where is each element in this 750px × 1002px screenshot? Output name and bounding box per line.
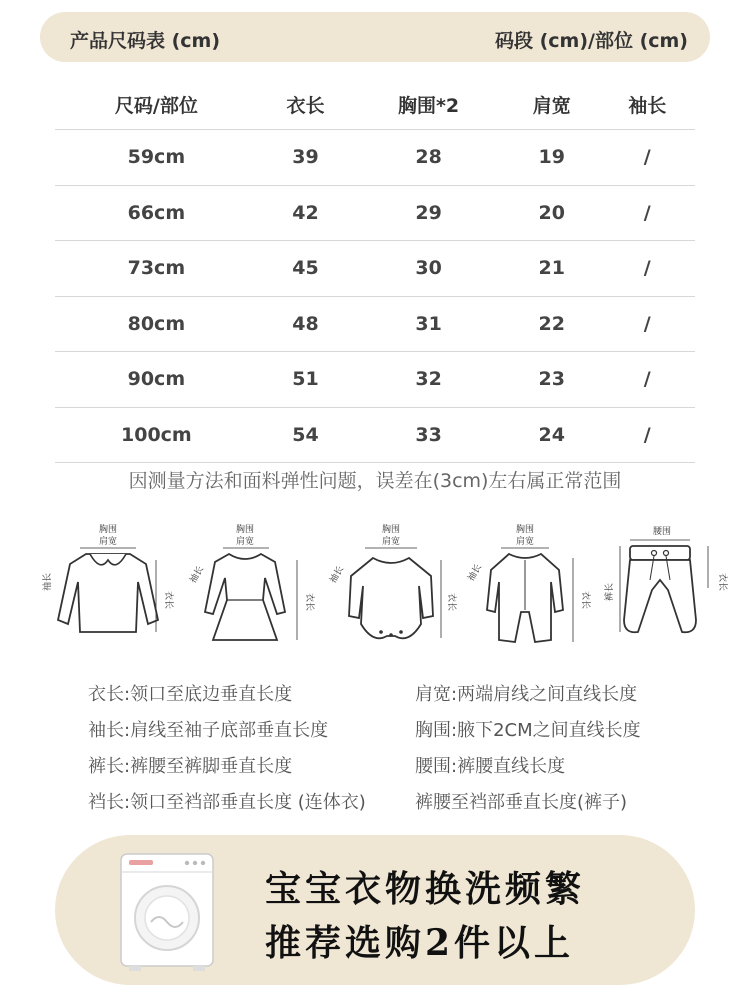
table-cell: 73cm bbox=[55, 241, 258, 297]
header-pill bbox=[40, 12, 710, 62]
definition-rise: 裤腰至裆部垂直长度(裤子) bbox=[415, 792, 628, 813]
shoulder-label: 肩宽 bbox=[381, 537, 401, 547]
column-header: 胸围*2 bbox=[353, 80, 504, 130]
table-cell: 42 bbox=[258, 185, 353, 241]
size-table bbox=[55, 80, 695, 463]
shirt-diagram bbox=[40, 520, 173, 650]
dress-diagram bbox=[185, 520, 315, 650]
sleeve-label: 袖长 bbox=[188, 564, 207, 586]
table-cell: 20 bbox=[504, 185, 599, 241]
table-cell: 30 bbox=[353, 241, 504, 297]
rise-length-label: 衣长 bbox=[717, 572, 727, 592]
table-cell: / bbox=[599, 130, 695, 186]
definition-crotch-length: 裆长:领口至裆部垂直长度 (连体衣) bbox=[88, 792, 366, 813]
bodysuit-diagram bbox=[325, 520, 455, 650]
definition-garment-length: 衣长:领口至底边垂直长度 bbox=[88, 684, 293, 705]
pants-diagram bbox=[600, 520, 730, 650]
table-cell: 21 bbox=[504, 241, 599, 297]
tolerance-note: 因测量方法和面料弹性问题，误差在(3cm)左右属正常范围 bbox=[128, 470, 622, 492]
table-cell: / bbox=[599, 185, 695, 241]
table-cell: 31 bbox=[353, 296, 504, 352]
table-cell: 90cm bbox=[55, 352, 258, 408]
column-header: 肩宽 bbox=[504, 80, 599, 130]
length-label: 衣长 bbox=[163, 590, 173, 610]
table-cell: / bbox=[599, 352, 695, 408]
banner-subheadline: 推荐选购2件以上 bbox=[265, 922, 575, 964]
romper-diagram bbox=[465, 520, 595, 650]
waist-label: 腰围 bbox=[652, 527, 672, 537]
table-cell: 59cm bbox=[55, 130, 258, 186]
table-cell: 80cm bbox=[55, 296, 258, 352]
column-header: 袖长 bbox=[599, 80, 695, 130]
table-row bbox=[55, 352, 695, 408]
table-cell: 39 bbox=[258, 130, 353, 186]
sleeve-label: 袖长 bbox=[328, 564, 347, 586]
length-label: 衣长 bbox=[304, 592, 314, 612]
definition-pants-length: 裤长:裤腰至裤脚垂直长度 bbox=[88, 756, 293, 777]
table-cell: 19 bbox=[504, 130, 599, 186]
table-cell: 28 bbox=[353, 130, 504, 186]
table-cell: 54 bbox=[258, 407, 353, 463]
table-cell: 29 bbox=[353, 185, 504, 241]
shoulder-label: 肩宽 bbox=[235, 537, 255, 547]
table-cell: 23 bbox=[504, 352, 599, 408]
table-cell: 48 bbox=[258, 296, 353, 352]
sleeve-label: 袖长 bbox=[43, 572, 53, 592]
shoulder-label: 肩宽 bbox=[98, 537, 118, 547]
banner-headline: 宝宝衣物换洗频繁 bbox=[265, 868, 586, 910]
table-cell: 33 bbox=[353, 407, 504, 463]
chest-label: 胸围 bbox=[381, 525, 401, 535]
table-cell: 51 bbox=[258, 352, 353, 408]
chest-label: 胸围 bbox=[98, 525, 118, 535]
table-cell: 22 bbox=[504, 296, 599, 352]
shoulder-label: 肩宽 bbox=[515, 537, 535, 547]
length-label: 衣长 bbox=[446, 592, 456, 612]
chest-label: 胸围 bbox=[235, 525, 255, 535]
column-header: 尺码/部位 bbox=[55, 80, 258, 130]
table-cell: / bbox=[599, 296, 695, 352]
table-row bbox=[55, 407, 695, 463]
length-label: 衣长 bbox=[580, 590, 590, 610]
table-cell: 24 bbox=[504, 407, 599, 463]
table-header-row bbox=[55, 80, 695, 130]
promo-banner bbox=[55, 835, 695, 985]
table-cell: 45 bbox=[258, 241, 353, 297]
washing-machine-icon bbox=[115, 850, 219, 974]
table-cell: 100cm bbox=[55, 407, 258, 463]
definition-waist: 腰围:裤腰直线长度 bbox=[415, 756, 566, 777]
definition-chest: 胸围:腋下2CM之间直线长度 bbox=[415, 720, 641, 741]
table-row bbox=[55, 185, 695, 241]
table-row bbox=[55, 241, 695, 297]
chest-label: 胸围 bbox=[515, 525, 535, 535]
table-cell: / bbox=[599, 407, 695, 463]
sleeve-label: 袖长 bbox=[466, 562, 485, 584]
table-row bbox=[55, 296, 695, 352]
table-cell: 66cm bbox=[55, 185, 258, 241]
header-title: 产品尺码表 (cm) bbox=[70, 30, 221, 52]
table-row bbox=[55, 130, 695, 186]
table-cell: / bbox=[599, 241, 695, 297]
pants-length-label: 裤长 bbox=[605, 582, 615, 602]
table-cell: 32 bbox=[353, 352, 504, 408]
definition-shoulder-width: 肩宽:两端肩线之间直线长度 bbox=[415, 684, 638, 705]
header-unit-label: 码段 (cm)/部位 (cm) bbox=[494, 30, 688, 52]
definition-sleeve-length: 袖长:肩线至袖子底部垂直长度 bbox=[88, 720, 329, 741]
column-header: 衣长 bbox=[258, 80, 353, 130]
